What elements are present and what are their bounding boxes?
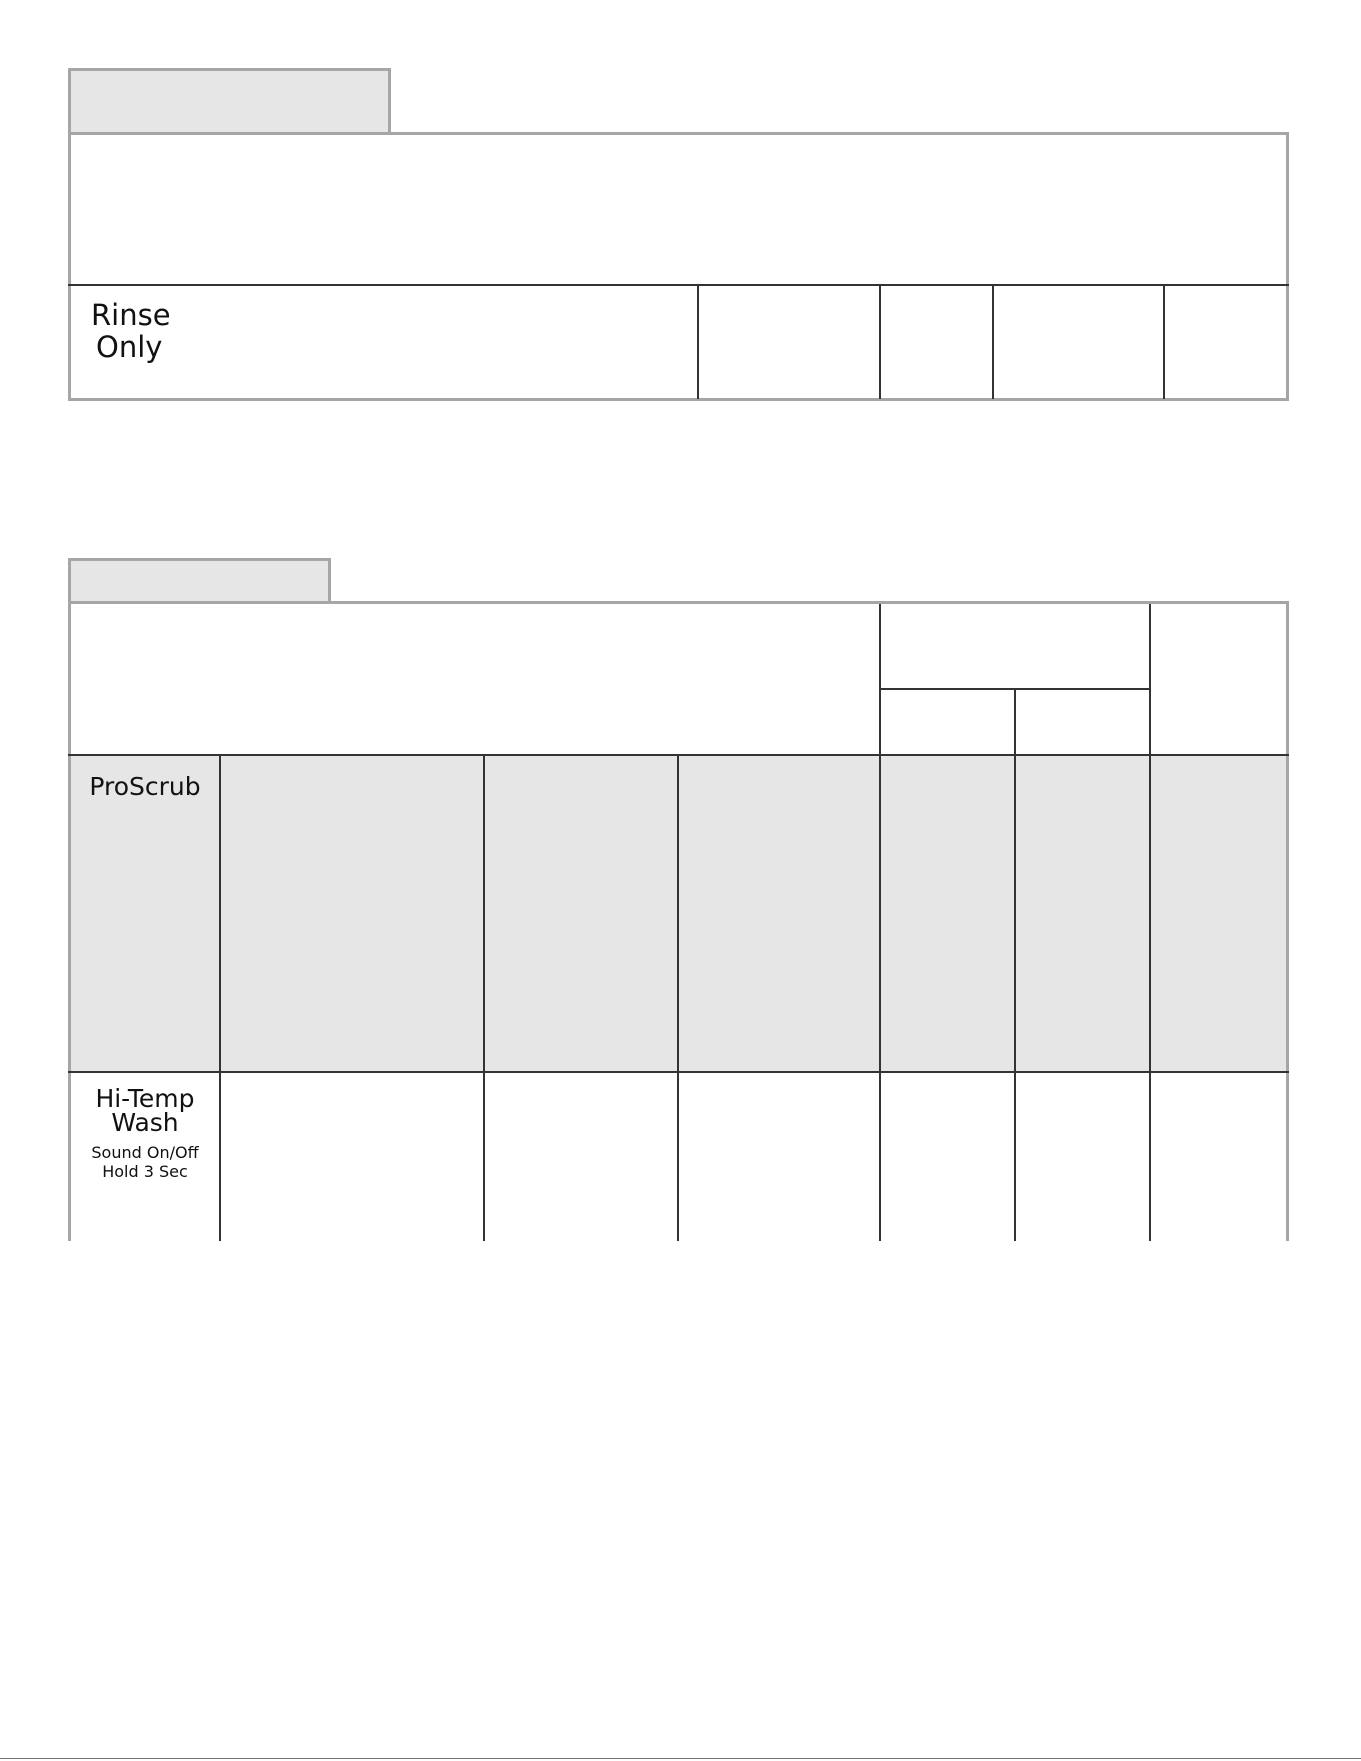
proscrub-label: ProScrub [89,772,201,801]
sound-option-line1: Sound On/Off [91,1143,199,1162]
section1-header-divider [68,284,1289,286]
section1-col-divider-4 [1163,285,1165,399]
hi-temp-wash-label-line1: Hi-Temp [95,1084,195,1113]
page-footer-rule [0,1758,1361,1759]
section2-row-divider [68,1071,1289,1073]
section1-col-divider-3 [992,285,994,399]
section2-col-divider-2 [483,755,485,1241]
section1-col-divider-2 [879,285,881,399]
section2-col-divider-1 [219,755,221,1241]
section1-table [68,132,1289,401]
hi-temp-wash-cell [71,1084,219,1181]
section2-col-divider-7 [1149,604,1151,1241]
section1-tab [68,68,391,135]
hi-temp-wash-label-line2: Wash [111,1108,179,1137]
sound-option-line2: Hold 3 Sec [102,1162,188,1181]
section2-col-divider-6 [1014,689,1016,1241]
section2-col-divider-5 [879,604,881,1241]
section2-col-divider-3 [677,755,679,1241]
rinse-only-label-line1: Rinse [91,298,171,332]
rinse-only-label-line2: Only [96,330,163,364]
section1-col-divider-1 [697,285,699,399]
section2-tab [68,558,331,604]
rinse-only-label [91,299,171,363]
